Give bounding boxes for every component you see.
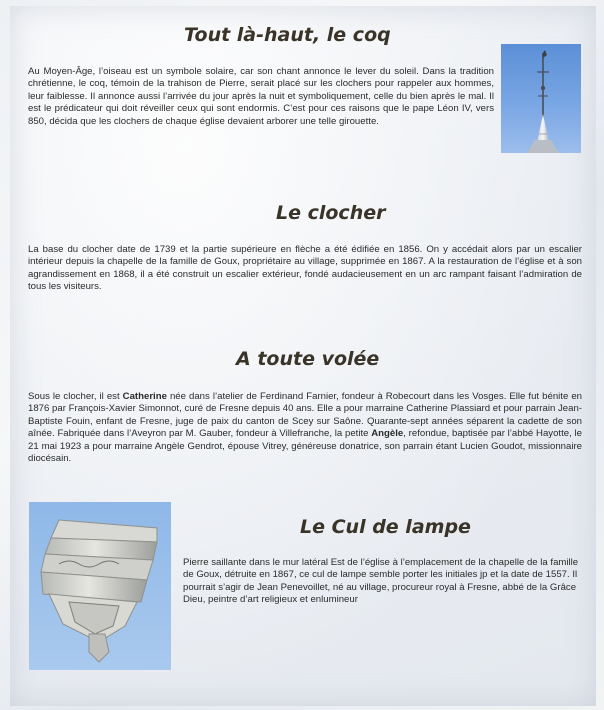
bell-name-catherine: Catherine [122,391,167,402]
section-title-clocher: Le clocher [276,202,386,224]
section-text-volee [28,391,582,465]
spire-photo [501,44,581,153]
volee-text-part-2: née dans l’atelier de Ferdinand Farnier, fondeur à Robecourt dans les Vosges. Elle fut bénite en 1876 par François-Xavier Simonnot, curé de Fresne depuis 40 ans. Elle a pour marraine Catherine Plassiard et pour parrain Jean-Baptiste Fouin, enfant de Fresne, juge de paix du canton de Scey sur Saône. Quarante-sept années séparent la cadette de son aînée. Fabriquée dans l’Aveyron par M. Gauber, fondeur à Villefranche, la petite [28,391,582,440]
volee-text-part-3: , refondue, baptisée par l’abbé Hayotte, le 21 mai 1923 a pour marraine Angèle Gendrot, épouse Vitrey, généreuse donatrice, son parrain étant Lucien Goudot, missionnaire diocésain. [28,428,582,465]
section-text-lampe: Pierre saillante dans le mur latéral Est de l’église à l’emplacement de la chapelle de la famille de Goux, détruite en 1867, ce cul de lampe semble porter les initiales jp et la date de 1557. Il pourrait s’agir de Jean Penevoillet, né au village, procureur royal à Fresne, abbé de la Grâce Dieu, peintre d’art religieux et enlumineur [183,557,579,606]
section-text-clocher: La base du clocher date de 1739 et la partie supérieure en flèche a été édifiée en 1856. On y accédait alors par un escalier intérieur depuis la chapelle de la famille de Goux, propriétaire au village, supprimée en 1867. A la restauration de l’église et à son agrandissement en 1868, il a été construit un escalier extérieur, fondé audacieusement en un arc rampant faisant l’admiration de tous les visiteurs. [28,244,582,293]
bell-name-angele: Angèle [371,428,404,440]
section-text-coq: Au Moyen-Âge, l’oiseau est un symbole solaire, car son chant annonce le lever du soleil. Dans la tradition chrétienne, le coq, témoin de la trahison de Pierre, serait placé sur les clochers pour rappeler aux hommes, leur faiblesse. Il annonce aussi l’arrivée du jour après la nuit et symboliquement, celle du bien après le mal. Il est le prédicateur qui doit réveiller ceux qui sont endormis. C’est pour ces raisons que le pape Léon IV, vers 850, décida que les clochers de chaque église devaient arborer une telle girouette. [28,66,494,127]
section-title-coq: Tout là-haut, le coq [184,24,391,46]
cul-de-lampe-photo [29,502,171,670]
section-title-lampe: Le Cul de lampe [300,516,471,538]
section-title-volee: A toute volée [236,348,380,370]
volee-text-part-1: Sous le clocher, il est [28,391,123,402]
